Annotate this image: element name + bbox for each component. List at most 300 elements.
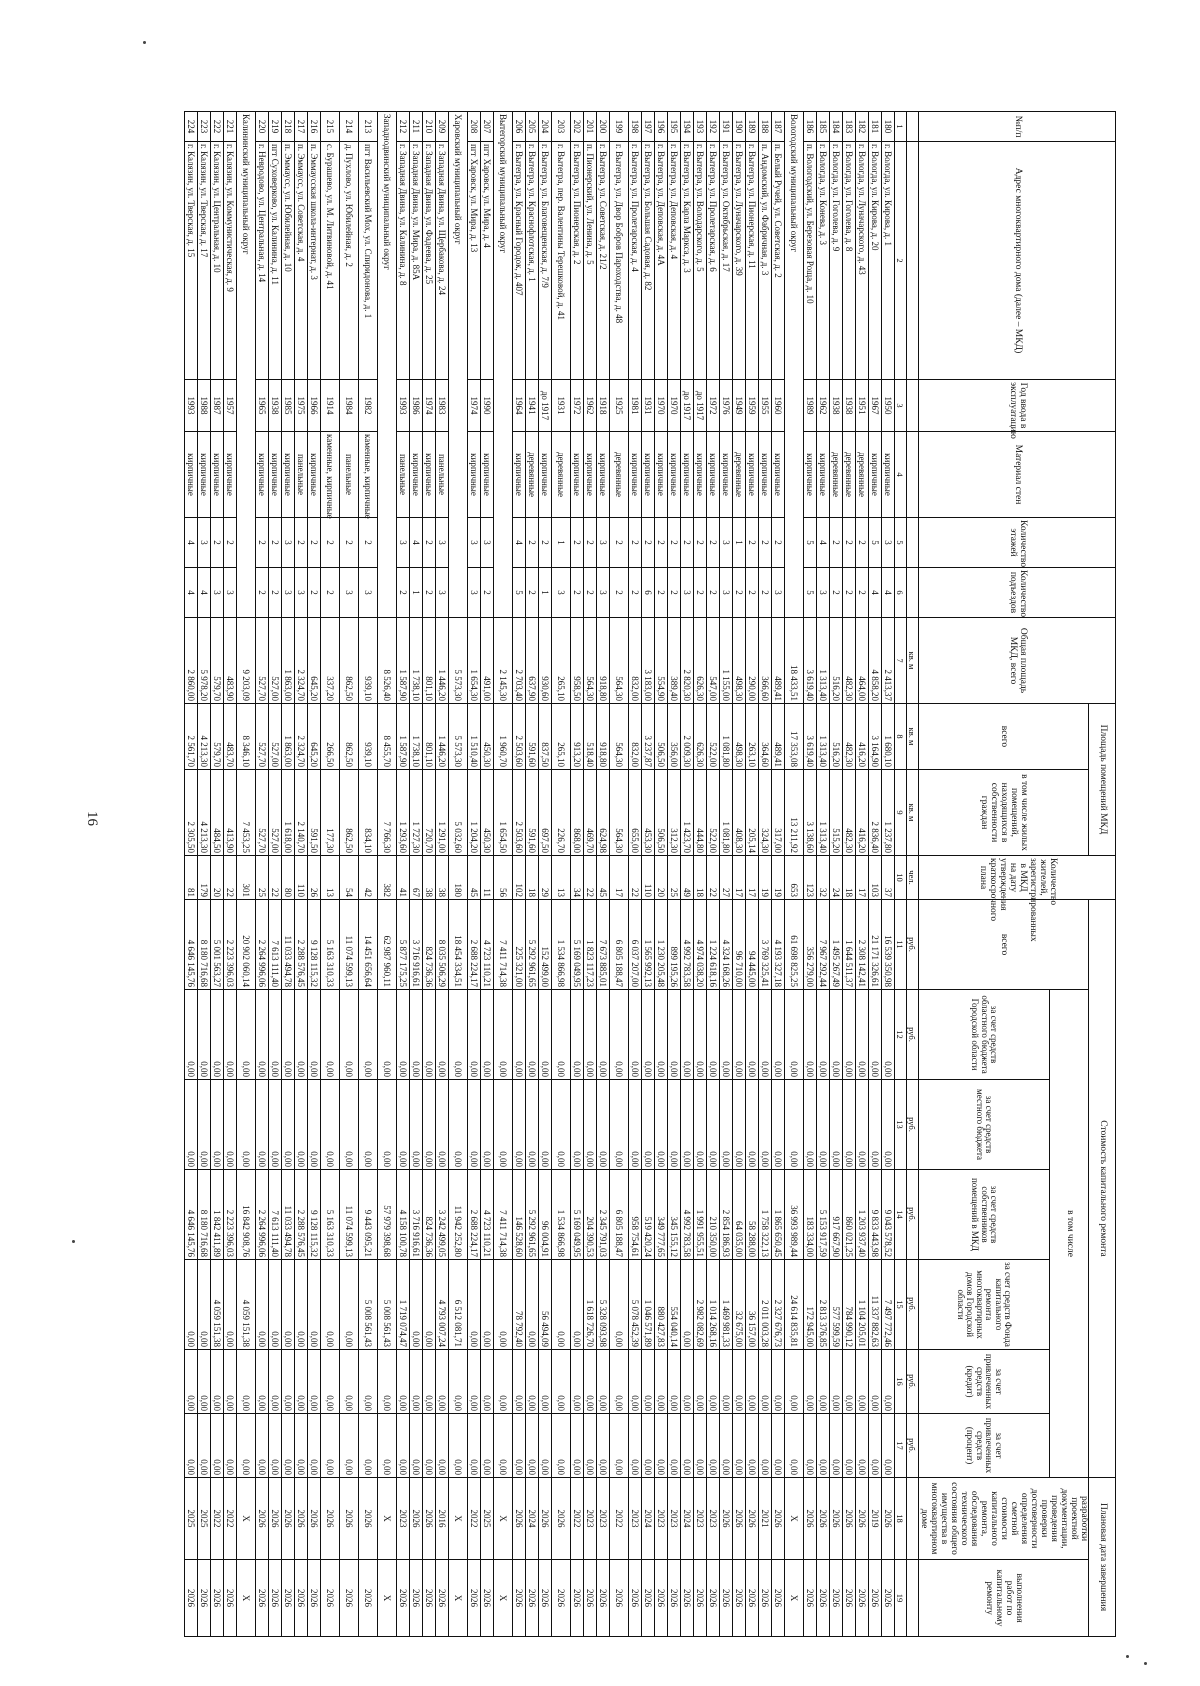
table-cell: 1959 <box>745 380 758 432</box>
table-cell: 9 833 443,98 <box>868 1170 881 1260</box>
table-cell: 11 074 599,13 <box>339 1170 358 1260</box>
table-cell: 0,00 <box>784 1080 803 1170</box>
address-cell: г. Вытегра, ул. Благовещенская, д. 7/9 <box>538 142 551 380</box>
table-cell: 0,00 <box>551 1260 570 1350</box>
column-number-cell: 16 <box>894 1350 906 1414</box>
table-cell: 190 <box>732 112 745 142</box>
table-cell: 4 646 145,76 <box>184 900 197 990</box>
table-cell: 181 <box>868 112 881 142</box>
table-row <box>829 112 842 1637</box>
table-cell: 27 <box>719 856 732 900</box>
table-cell: кирпичные <box>803 432 816 518</box>
table-cell: 0,00 <box>294 1080 307 1170</box>
table-cell: 1993 <box>396 380 409 432</box>
table-cell: 2 288 576,45 <box>294 900 307 990</box>
table-cell: 0,00 <box>667 1080 680 1170</box>
table-cell: 1 738,10 <box>409 618 422 704</box>
address-cell: г. Вытегра, ул. Двор Бобров Пароходства, д. 48 <box>609 142 628 380</box>
table-cell: 1 313,40 <box>816 770 829 856</box>
table-cell: 2026 <box>654 1560 667 1637</box>
table-cell: 225 321,00 <box>512 900 525 990</box>
table-cell: 1 727,30 <box>409 770 422 856</box>
table-cell: кирпичные <box>719 432 732 518</box>
table-cell: 32 675,00 <box>732 1260 745 1350</box>
table-cell: 0,00 <box>641 1080 654 1170</box>
table-cell: 182 <box>855 112 868 142</box>
table-cell: 0,00 <box>842 1080 855 1170</box>
table-cell: 18 433,51 <box>784 618 803 704</box>
table-cell: 3 <box>358 568 377 618</box>
table-cell: панельные <box>435 432 448 518</box>
table-cell: 0,00 <box>493 990 512 1080</box>
table-cell: 2 <box>745 568 758 618</box>
table-cell: 1 680,10 <box>881 704 894 770</box>
table-cell: 2023 <box>654 1478 667 1560</box>
table-cell: 0,00 <box>377 1414 396 1478</box>
table-cell: 2026 <box>307 1560 320 1637</box>
table-cell: 2 <box>680 518 693 568</box>
table-cell: кирпичные <box>706 432 719 518</box>
table-cell: 0,00 <box>525 1080 538 1170</box>
table-cell: 17 <box>855 856 868 900</box>
table-cell: 4 <box>184 518 197 568</box>
address-cell: г. Вытегра, ул. Деповская, д. 4А <box>654 142 667 380</box>
table-cell: 1 <box>409 568 422 618</box>
table-cell: 498,30 <box>732 618 745 704</box>
table-cell: 832,00 <box>628 704 641 770</box>
table-row <box>609 112 628 1637</box>
table-cell: 2026 <box>855 1560 868 1637</box>
table-cell: 0,00 <box>758 990 771 1080</box>
table-cell: 2 <box>771 518 784 568</box>
table-cell: кирпичные <box>512 432 525 518</box>
table-cell: 2 <box>396 568 409 618</box>
table-cell: 0,00 <box>422 1350 435 1414</box>
table-cell: 2026 <box>525 1560 538 1637</box>
table-cell: 5 <box>868 518 881 568</box>
table-cell: 0,00 <box>758 1080 771 1170</box>
table-cell: 0,00 <box>268 1414 281 1478</box>
table-cell: 0,00 <box>512 1350 525 1414</box>
table-cell: 34 <box>570 856 583 900</box>
table-cell: 2026 <box>693 1560 706 1637</box>
table-cell: 22 <box>223 856 236 900</box>
table-row <box>307 112 320 1637</box>
table-cell: 24 614 835,81 <box>784 1260 803 1350</box>
table-row <box>771 112 784 1637</box>
table-cell: 3 619,40 <box>803 704 816 770</box>
table-cell: 645,20 <box>307 704 320 770</box>
table-cell: 96 710,00 <box>732 900 745 990</box>
table-cell: 0,00 <box>480 1080 493 1170</box>
table-cell: 0,00 <box>358 1414 377 1478</box>
table-cell: 2026 <box>881 1560 894 1637</box>
table-cell: 1 237,80 <box>881 770 894 856</box>
table-cell: 522,00 <box>706 704 719 770</box>
table-cell: 516,20 <box>829 618 842 704</box>
header-owners: за счет средств собственников помещений в МКД <box>918 1170 1050 1260</box>
column-number-cell: 5 <box>894 518 906 568</box>
table-cell: 1 865 650,45 <box>771 1170 784 1260</box>
table-cell: 187 <box>771 112 784 142</box>
table-cell: 0,00 <box>609 1080 628 1170</box>
table-cell: 4 <box>512 518 525 568</box>
table-cell: X <box>448 1478 467 1560</box>
table-cell: 2022 <box>467 1478 480 1560</box>
address-cell: г. Вытегра, ул. Пролетарская, д. 4 <box>628 142 641 380</box>
table-cell: 54 <box>339 856 358 900</box>
table-cell: 9 203,09 <box>236 618 255 704</box>
table-cell: 0,00 <box>210 1414 223 1478</box>
table-cell: 519 420,24 <box>641 1170 654 1260</box>
table-cell: 527,70 <box>255 770 268 856</box>
header-area-private: в том числе жилых помещений, находящихся в собственности граждан <box>918 770 1088 856</box>
table-cell: 0,00 <box>525 1414 538 1478</box>
table-cell: 0,00 <box>525 1260 538 1350</box>
table-cell: 482,30 <box>842 770 855 856</box>
table-cell: 5 292 961,65 <box>525 1170 538 1260</box>
table-cell: 453,30 <box>641 770 654 856</box>
table-cell: 2026 <box>422 1478 435 1560</box>
table-cell: 0,00 <box>538 1080 551 1170</box>
address-cell: г. Калязин, ул. Коммунистическая, д. 9 <box>223 142 236 380</box>
table-cell: 202 <box>570 112 583 142</box>
table-cell: 9 443 095,21 <box>358 1170 377 1260</box>
table-cell: 337,20 <box>320 618 339 704</box>
table-cell: 185 <box>816 112 829 142</box>
table-cell: 0,00 <box>294 1414 307 1478</box>
table-cell: 1 446,20 <box>435 618 448 704</box>
table-cell: 0,00 <box>223 1080 236 1170</box>
table-cell: 1 960,70 <box>493 704 512 770</box>
table-cell: 2026 <box>409 1478 422 1560</box>
table-cell: деревянные <box>855 432 868 518</box>
table-cell: 416,20 <box>855 770 868 856</box>
table-cell: кирпичные <box>654 432 667 518</box>
table-row <box>339 112 358 1637</box>
table-cell: 2 <box>307 568 320 618</box>
table-cell: 2023 <box>693 1478 706 1560</box>
header-design-date: разработки проектной документации, проведения проверки достоверности определения сметной стоимости капитального ремонта, обследования технического состояния общего имущества в многоквартирном доме <box>918 1478 1088 1560</box>
table-cell: 5 169 049,95 <box>570 900 583 990</box>
subtotal-row <box>377 112 396 1637</box>
table-cell: 1993 <box>184 380 197 432</box>
address-cell: г. Вытегра, пер. Валентины Терешковой, д. 41 <box>551 142 570 380</box>
table-cell: 96 004,91 <box>538 1170 551 1260</box>
table-cell: 0,00 <box>255 1080 268 1170</box>
table-row <box>881 112 894 1637</box>
table-cell: 0,00 <box>268 1260 281 1350</box>
table-cell: 4 193 327,18 <box>771 900 784 990</box>
table-cell: 2026 <box>339 1560 358 1637</box>
table-cell: 2 860,00 <box>184 618 197 704</box>
table-cell: 2026 <box>680 1560 693 1637</box>
table-cell: 624,98 <box>596 770 609 856</box>
unit-cell: кв. м <box>906 704 918 770</box>
column-number-cell: 7 <box>894 618 906 704</box>
table-cell: 0,00 <box>236 1080 255 1170</box>
table-cell: 2026 <box>223 1560 236 1637</box>
address-cell: г. Вытегра, ул. Пионерская, д. 2 <box>570 142 583 380</box>
table-cell: 382 <box>377 856 396 900</box>
scan-speck <box>1126 1655 1129 1658</box>
table-cell: 0,00 <box>680 990 693 1080</box>
table-cell: 1962 <box>816 380 829 432</box>
column-number-cell: 14 <box>894 1170 906 1260</box>
table-cell: 0,00 <box>396 1080 409 1170</box>
table-cell: 205,14 <box>745 770 758 856</box>
table-cell: 265,10 <box>551 704 570 770</box>
table-cell: 20 <box>210 856 223 900</box>
table-cell: 0,00 <box>596 1080 609 1170</box>
table-cell: 123 <box>803 856 816 900</box>
table-cell: кирпичные <box>771 432 784 518</box>
table-cell: 564,30 <box>583 618 596 704</box>
table-cell: 0,00 <box>745 1350 758 1414</box>
table-cell: 5 078 452,39 <box>628 1260 641 1350</box>
table-cell: 0,00 <box>693 1414 706 1478</box>
table-cell: 2026 <box>881 1478 894 1560</box>
table-cell: 200 <box>596 112 609 142</box>
table-cell: 0,00 <box>868 1080 881 1170</box>
district-name: Калининский муниципальный округ <box>236 112 255 618</box>
table-cell: 0,00 <box>435 1350 448 1414</box>
table-cell: 1 <box>551 518 570 568</box>
table-cell: 1 204,20 <box>467 770 480 856</box>
table-cell: 1 534 866,98 <box>551 900 570 990</box>
address-cell: г. Вологда, ул. Кирова, д. 20 <box>868 142 881 380</box>
table-cell: 1 618,00 <box>281 770 294 856</box>
table-cell: 3 <box>281 568 294 618</box>
table-cell: 4 <box>197 568 210 618</box>
table-cell: 389,40 <box>667 618 680 704</box>
table-cell: 4 992 783,58 <box>680 1170 693 1260</box>
table-cell: 0,00 <box>680 1414 693 1478</box>
table-cell: деревянные <box>609 432 628 518</box>
table-cell: кирпичные <box>255 432 268 518</box>
table-cell: 3 <box>881 518 894 568</box>
table-cell: 0,00 <box>268 1350 281 1414</box>
table-cell: 0,00 <box>745 1080 758 1170</box>
table-cell: 0,00 <box>358 990 377 1080</box>
table-cell: 1 469 981,33 <box>719 1260 732 1350</box>
table-cell: 720,70 <box>422 770 435 856</box>
table-cell: 1 618 726,70 <box>583 1260 596 1350</box>
table-cell: 211 <box>409 112 422 142</box>
table-body <box>184 112 894 1637</box>
table-cell: 0,00 <box>467 1350 480 1414</box>
table-cell: 5 <box>512 568 525 618</box>
address-cell: г. Калязин, ул. Центральная, д. 10 <box>210 142 223 380</box>
table-cell: 2 <box>758 568 771 618</box>
table-cell: 0,00 <box>881 1080 894 1170</box>
table-cell: 2 324,70 <box>294 704 307 770</box>
table-cell: 2026 <box>320 1478 339 1560</box>
table-cell: 2 223 396,03 <box>223 1170 236 1260</box>
table-cell: 194 <box>680 112 693 142</box>
table-cell: 2 <box>829 568 842 618</box>
table-cell: 516,20 <box>829 704 842 770</box>
table-cell: 0,00 <box>868 1350 881 1414</box>
table-cell: 837,50 <box>538 704 551 770</box>
table-cell: 5 169 049,95 <box>570 1170 583 1260</box>
table-cell: 324,30 <box>758 770 771 856</box>
table-cell: 0,00 <box>307 1260 320 1350</box>
table-cell: 0,00 <box>281 1080 294 1170</box>
table-cell: кирпичные <box>667 432 680 518</box>
table-cell: 413,90 <box>223 770 236 856</box>
table-cell: 2026 <box>320 1560 339 1637</box>
table-cell: 188 <box>758 112 771 142</box>
table-cell: 0,00 <box>551 1080 570 1170</box>
table-cell: 1990 <box>480 380 493 432</box>
table-cell: 22 <box>268 856 281 900</box>
table-cell: 2026 <box>551 1478 570 1560</box>
table-cell: X <box>236 1478 255 1560</box>
table-cell: 2 <box>745 518 758 568</box>
table-cell: 6 805 188,47 <box>609 900 628 990</box>
table-cell: 2 <box>641 518 654 568</box>
table-cell: 2 305,50 <box>184 770 197 856</box>
table-row <box>745 112 758 1637</box>
table-cell: 0,00 <box>667 1350 680 1414</box>
table-cell: 4 723 110,21 <box>480 900 493 990</box>
table-cell: 0,00 <box>784 1414 803 1478</box>
table-row <box>210 112 223 1637</box>
table-cell: кирпичные <box>680 432 693 518</box>
table-cell: 1 313,40 <box>816 704 829 770</box>
table-cell: 0,00 <box>307 1080 320 1170</box>
table-row <box>570 112 583 1637</box>
table-cell: 0,00 <box>294 990 307 1080</box>
table-cell: 4 213,30 <box>197 770 210 856</box>
table-cell: 0,00 <box>223 1350 236 1414</box>
table-cell: 899 195,26 <box>667 900 680 990</box>
address-cell: п. Эммаусская школа-интернат, д. 3 <box>307 142 320 380</box>
table-cell: 4 723 110,21 <box>480 1170 493 1260</box>
table-cell: 2 836,40 <box>868 770 881 856</box>
table-cell: 3 <box>816 568 829 618</box>
table-cell: 0,00 <box>184 990 197 1080</box>
table-cell: 2 145,30 <box>493 618 512 704</box>
table-cell: 0,00 <box>654 1350 667 1414</box>
table-cell: 2 688 224,17 <box>467 900 480 990</box>
table-cell: 7 673 885,01 <box>596 900 609 990</box>
table-cell: 0,00 <box>680 1350 693 1414</box>
table-cell: 0,00 <box>184 1414 197 1478</box>
table-cell: 2023 <box>396 1478 409 1560</box>
table-cell: 2 <box>855 568 868 618</box>
table-cell: 5 292 961,65 <box>525 900 538 990</box>
table-cell: 450,30 <box>480 704 493 770</box>
address-cell: г. Вытегра, ул. Октябрьская, д. 17 <box>719 142 732 380</box>
table-cell: 2023 <box>583 1478 596 1560</box>
table-cell: 2 <box>255 518 268 568</box>
table-cell: 7 453,25 <box>236 770 255 856</box>
table-row <box>706 112 719 1637</box>
table-cell: 25 <box>255 856 268 900</box>
table-cell: 2026 <box>281 1478 294 1560</box>
table-cell: 1 863,00 <box>281 618 294 704</box>
table-cell: 17 <box>732 856 745 900</box>
table-cell: 506,50 <box>654 770 667 856</box>
column-number-cell: 6 <box>894 568 906 618</box>
table-cell: 172 945,00 <box>803 1260 816 1350</box>
table-cell: 2026 <box>467 1560 480 1637</box>
table-row <box>320 112 339 1637</box>
table-cell: 7 411 714,38 <box>493 900 512 990</box>
table-cell: 263,10 <box>745 704 758 770</box>
table-cell: кирпичные <box>268 432 281 518</box>
table-cell: 1 291,00 <box>435 770 448 856</box>
table-cell: 2026 <box>307 1478 320 1560</box>
table-cell: 36 157,00 <box>745 1260 758 1350</box>
table-cell: 0,00 <box>628 1350 641 1414</box>
table-cell: 37 <box>881 856 894 900</box>
table-cell: 22 <box>583 856 596 900</box>
table-cell: 0,00 <box>583 1350 596 1414</box>
table-cell: 862,50 <box>339 618 358 704</box>
header-cost-group: Стоимость капитального ремонта <box>1089 900 1116 1478</box>
table-cell: 0,00 <box>654 990 667 1080</box>
table-cell: 1914 <box>320 380 339 432</box>
table-cell: 0,00 <box>184 1080 197 1170</box>
table-cell: 2 <box>855 518 868 568</box>
table-cell: 3 <box>480 518 493 568</box>
table-cell: 226,70 <box>551 770 570 856</box>
table-cell: деревянные <box>525 432 538 518</box>
rotated-table-page <box>114 111 1116 1627</box>
table-cell: 1 423,70 <box>680 770 693 856</box>
table-cell: 577 599,59 <box>829 1260 842 1350</box>
table-cell: 3 619,40 <box>803 618 816 704</box>
table-cell: 653 <box>784 856 803 900</box>
table-cell: 2024 <box>525 1478 538 1560</box>
table-cell: 0,00 <box>829 1414 842 1478</box>
table-cell: 1982 <box>358 380 377 432</box>
table-cell: 62 987 960,11 <box>377 900 396 990</box>
table-cell: 0,00 <box>771 1080 784 1170</box>
table-cell: 564,30 <box>609 704 628 770</box>
table-cell: 0,00 <box>422 1080 435 1170</box>
table-cell: 2026 <box>294 1478 307 1560</box>
table-cell: 1972 <box>706 380 719 432</box>
table-cell: 2026 <box>538 1560 551 1637</box>
table-cell: 0,00 <box>435 1414 448 1478</box>
table-cell: 17 <box>745 856 758 900</box>
table-cell: 3 716 916,61 <box>409 900 422 990</box>
table-cell: 824 736,36 <box>422 1170 435 1260</box>
address-cell: г. Вологда, ул. Гоголева, д. 8 <box>842 142 855 380</box>
table-cell: 0,00 <box>448 1350 467 1414</box>
table-cell: 832,00 <box>628 618 641 704</box>
table-cell: 2 413,37 <box>881 618 894 704</box>
table-cell: 45 <box>467 856 480 900</box>
table-row <box>409 112 422 1637</box>
table-cell: 564,30 <box>609 770 628 856</box>
table-cell: 4 213,30 <box>197 704 210 770</box>
table-cell: 192 <box>706 112 719 142</box>
table-cell: 3 <box>197 518 210 568</box>
table-cell: 8 035 506,29 <box>435 900 448 990</box>
table-cell: 917 667,90 <box>829 1170 842 1260</box>
table-cell: 2026 <box>732 1478 745 1560</box>
table-cell: 2025 <box>197 1478 210 1560</box>
address-cell: г. Вытегра, ул. Пролетарская, д. 6 <box>706 142 719 380</box>
table-cell: 0,00 <box>281 1414 294 1478</box>
table-cell: 0,00 <box>609 1260 628 1350</box>
table-cell: 0,00 <box>268 990 281 1080</box>
